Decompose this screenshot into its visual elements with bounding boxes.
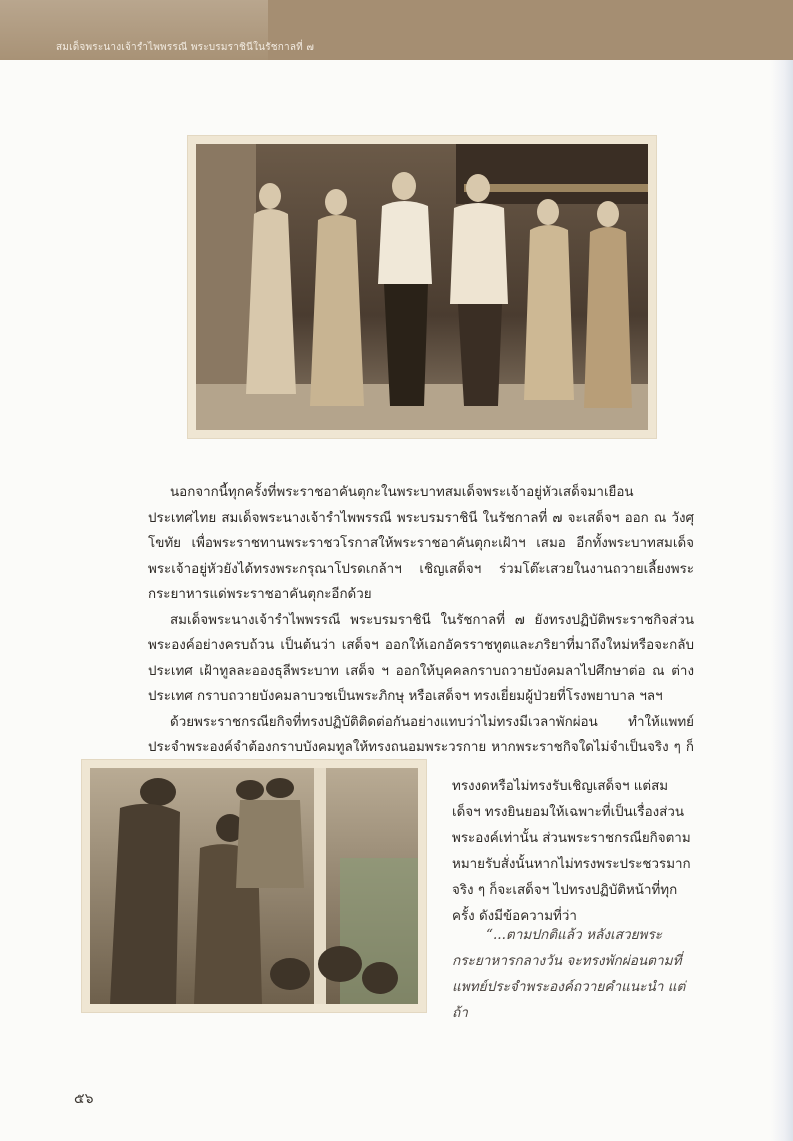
page-number: ๕๖ xyxy=(74,1091,94,1107)
ceremony-photo-icon xyxy=(90,768,418,1004)
paragraph: ด้วยพระราชกรณียกิจที่ทรงปฏิบัติติดต่อกันอย่างแทบว่าไม่ทรงมีเวลาพักผ่อน ทำให้แพทย์ประจำพระองค์จำต้องกราบบังคมทูลให้ทรงถนอมพระวรกาย หากพระราชกิจใดไม่จำเป็นจริง ๆ ก็ xyxy=(148,714,694,755)
royal-reception-photo xyxy=(188,136,656,438)
paragraph: สมเด็จพระนางเจ้ารำไพพรรณี พระบรมราชินี ในรัชกาลที่ ๗ ยังทรงปฏิบัติพระราชกิจส่วนพระองค์อย่างครบถ้วน เป็นต้นว่า เสด็จฯ ออกให้เอกอัครราชทูตและภริยาที่มาถึงใหม่หรือจะกลับประเทศ เฝ้าทูลละอองธุลีพระบาท เสด็จ ฯ ออกให้บุคคลกราบถวายบังคมลาไปศึกษาต่อ ณ ต่างประเทศ กราบถวายบังคมลาบวชเป็นพระภิกษุ หรือเสด็จฯ ทรงเยี่ยมผู้ป่วยที่โรงพยาบาล ฯลฯ xyxy=(148,612,694,704)
quote-text: “...ตามปกติแล้ว หลังเสวยพระกระยาหารกลางวัน จะทรงพักผ่อนตามที่แพทย์ประจำพระองค์ถวายคำแนะนำ แต่ถ้า xyxy=(452,927,686,1021)
ceremony-photo xyxy=(82,760,426,1012)
paragraph: นอกจากนี้ทุกครั้งที่พระราชอาคันตุกะในพระบาทสมเด็จพระเจ้าอยู่หัวเสด็จมาเยือนประเทศไทย สมเด็จพระนางเจ้ารำไพพรรณี พระบรมราชินี ในรัชกาลที่ ๗ จะเสด็จฯ ออก ณ วังศุโขทัย เพื่อพระราชทานพระราชวโรกาสให้พระราชอาคันตุกะเฝ้าฯ เสมอ อีกทั้งพระบาทสมเด็จพระเจ้าอยู่หัวยังได้ทรงพระกรุณาโปรดเกล้าฯ เชิญเสด็จฯ ร่วมโต๊ะเสวยในงานถวายเลี้ยงพระกระยาหารแด่พระราชอาคันตุกะอีกด้วย xyxy=(148,485,694,602)
page-edge-shadow xyxy=(771,60,793,1141)
royal-reception-photo-icon xyxy=(196,144,648,430)
body-text xyxy=(148,480,694,786)
quote xyxy=(452,922,698,1026)
paragraph: ทรงงดหรือไม่ทรงรับเชิญเสด็จฯ แต่สมเด็จฯ ทรงยินยอมให้เฉพาะที่เป็นเรื่องส่วนพระองค์เท่านั้น ส่วนพระราชกรณียกิจตามหมายรับสั่งนั้นหากไม่ทรงพระประชวรมากจริง ๆ ก็จะเสด็จฯ ไปทรงปฏิบัติหน้าที่ทุกครั้ง ดังมีข้อความที่ว่า xyxy=(452,779,691,924)
wrap-text xyxy=(452,774,694,930)
running-title: สมเด็จพระนางเจ้ารำไพพรรณี พระบรมราชินีในรัชกาลที่ ๗ xyxy=(56,42,315,53)
